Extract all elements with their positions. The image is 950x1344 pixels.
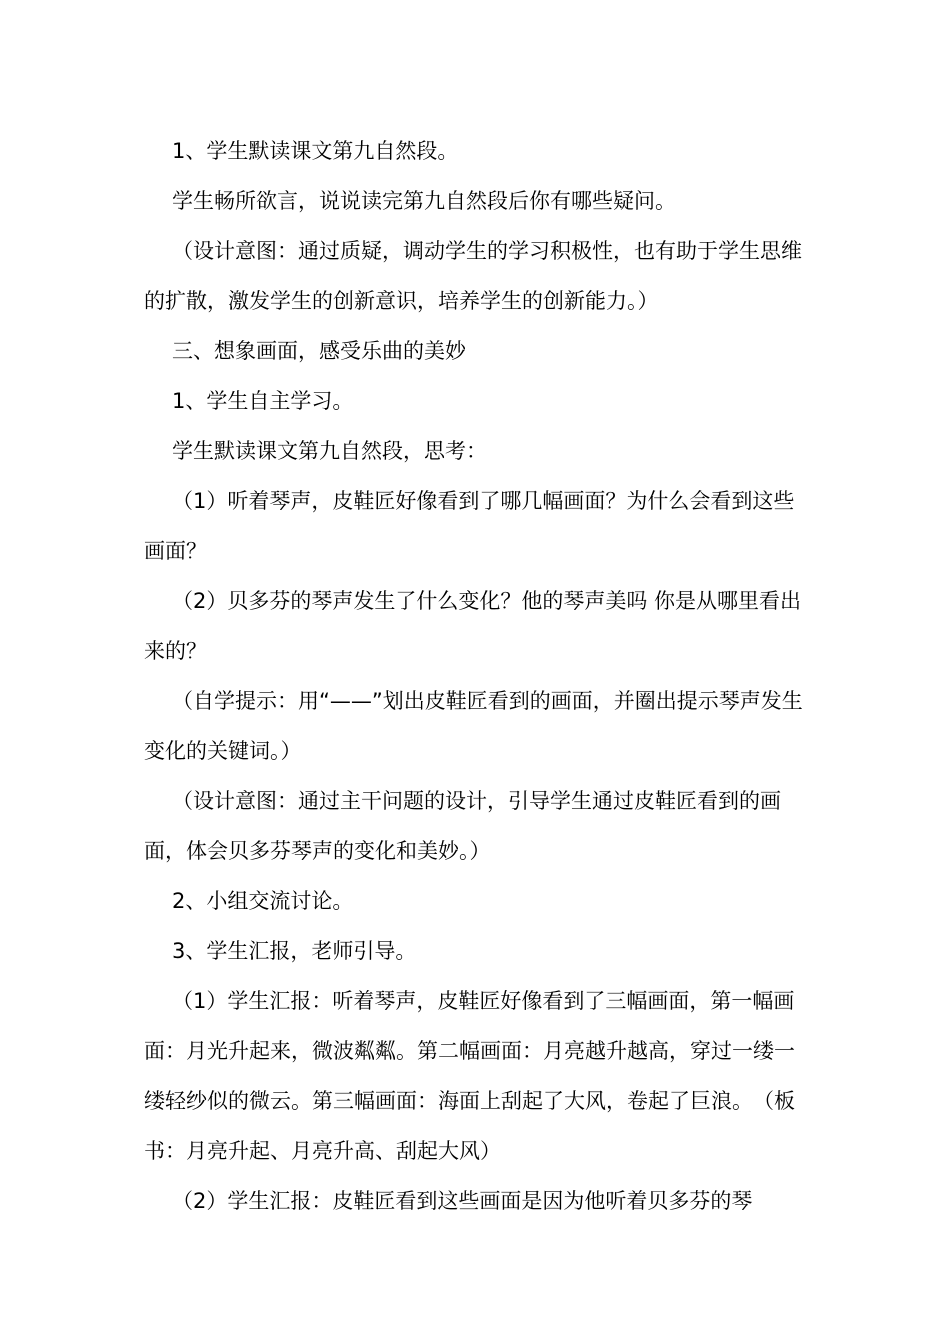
paragraph-11: 2、小组交流讨论。 xyxy=(172,889,354,913)
paragraph-3: （设计意图：通过质疑，调动学生的学习积极性，也有助于学生思维的扩散，激发学生的创新意识，培养学生的创新能力。） xyxy=(144,239,802,313)
paragraph-1: 1、学生默读课文第九自然段。 xyxy=(172,139,459,163)
question-2: （2）贝多芬的琴声发生了什么变化？他的琴声美吗 你是从哪里看出来的？ xyxy=(144,589,802,663)
paragraph-6: 学生默读课文第九自然段，思考： xyxy=(172,439,487,463)
student-report-1: （1）学生汇报：听着琴声，皮鞋匠好像看到了三幅画面，第一幅画面：月光升起来，微波粼粼。第二幅画面：月亮越升越高，穿过一缕一缕轻纱似的微云。第三幅画面：海面上刮起了大风，卷起了巨浪。 （板书：月亮升起、月亮升高、刮起大风） xyxy=(144,989,795,1163)
section-heading: 三、想象画面，感受乐曲的美妙 xyxy=(172,339,466,363)
student-report-2: （2）学生汇报：皮鞋匠看到这些画面是因为他听着贝多芬的琴 xyxy=(172,1189,753,1213)
study-hint: （自学提示：用“——”划出皮鞋匠看到的画面，并圈出提示琴声发生变化的关键词。） xyxy=(144,689,803,763)
document-body xyxy=(144,126,808,1226)
question-1: （1）听着琴声，皮鞋匠好像看到了哪几幅画面？为什么会看到这些画面？ xyxy=(144,489,795,563)
paragraph-2: 学生畅所欲言，说说读完第九自然段后你有哪些疑问。 xyxy=(172,189,676,213)
design-intent: （设计意图：通过主干问题的设计，引导学生通过皮鞋匠看到的画面，体会贝多芬琴声的变化和美妙。） xyxy=(144,789,781,863)
paragraph-5: 1、学生自主学习。 xyxy=(172,389,354,413)
paragraph-12: 3、学生汇报，老师引导。 xyxy=(172,939,417,963)
